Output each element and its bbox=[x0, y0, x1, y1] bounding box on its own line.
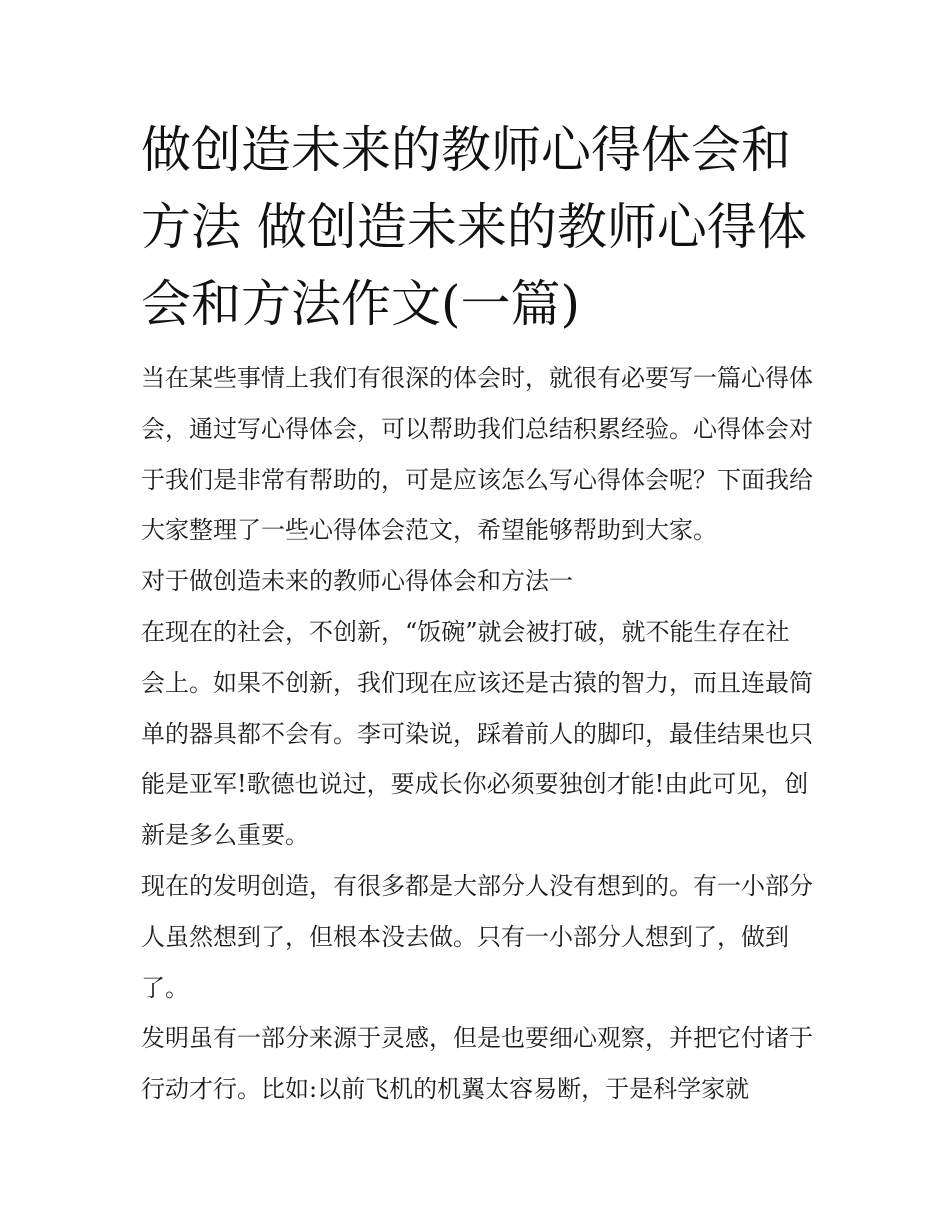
paragraph-intro: 当在某些事情上我们有很深的体会时，就很有必要写一篇心得体会，通过写心得体会，可以帮助我们总结积累经验。心得体会对于我们是非常有帮助的，可是应该怎么写心得体会呢？下面我给大家整理了一些心得体会范文，希望能够帮助到大家。 bbox=[141, 364, 813, 545]
paragraph-observation: 发明虽有一部分来源于灵感，但是也要细心观察，并把它付诸于行动才行。比如:以前飞机的机翼太容易断，于是科学家就 bbox=[141, 1024, 813, 1104]
section-heading: 对于做创造未来的教师心得体会和方法一 bbox=[141, 567, 573, 596]
paragraph-innovation: 在现在的社会，不创新，“饭碗”就会被打破，就不能生存在社会上。如果不创新，我们现在应该还是古猿的智力，而且连最简单的器具都不会有。李可染说，踩着前人的脚印，最佳结果也只能是亚军!歌德也说过，要成长你必须要独创才能!由此可见，创新是多么重要。 bbox=[141, 617, 813, 850]
document-body bbox=[141, 112, 813, 1115]
title-block bbox=[141, 112, 813, 343]
paragraph-inventions: 现在的发明创造，有很多都是大部分人没有想到的。有一小部分人虽然想到了，但根本没去做。只有一小部分人想到了，做到了。 bbox=[141, 871, 813, 1002]
document-title: 做创造未来的教师心得体会和方法 做创造未来的教师心得体会和方法作文(一篇) bbox=[141, 121, 807, 333]
